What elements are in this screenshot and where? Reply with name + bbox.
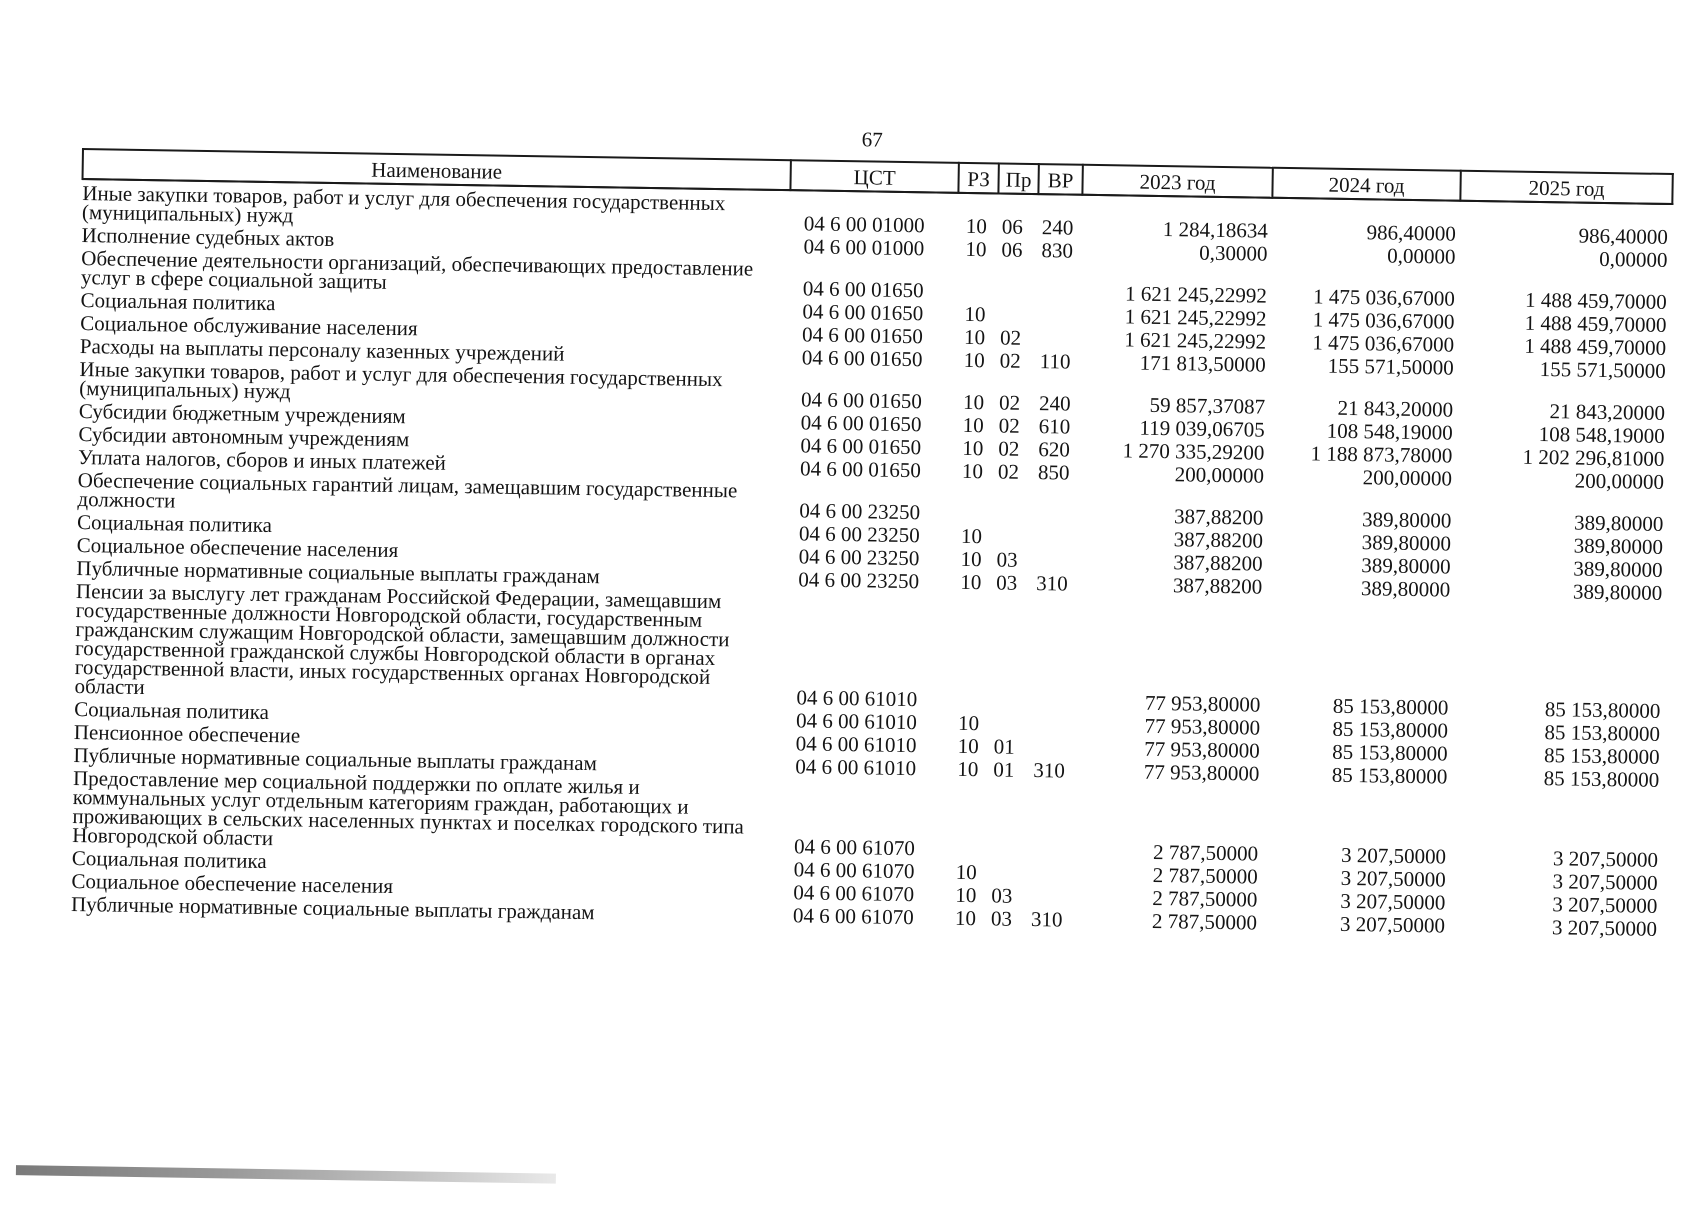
header-cst: ЦСТ <box>790 160 958 193</box>
cell-y2025: 389,80000 <box>1573 510 1664 536</box>
cell-cst: 04 6 00 01650 <box>801 322 924 349</box>
cell-name: Расходы на выплаты персоналу казенных учреждений <box>79 334 565 366</box>
header-rz: РЗ <box>958 163 998 194</box>
cell-y2023: 387,88200 <box>1172 573 1263 599</box>
cell-y2023: 171 813,50000 <box>1139 350 1266 377</box>
cell-y2024: 85 153,80000 <box>1331 762 1448 789</box>
cell-y2024: 21 843,20000 <box>1337 395 1454 422</box>
cell-y2025: 1 488 459,70000 <box>1524 333 1667 360</box>
cell-y2025: 3 207,50000 <box>1552 869 1658 895</box>
cell-pr: 03 <box>990 906 1013 931</box>
cell-name: Предоставление мер социальной поддержки по оплате жилья и коммунальных услуг отдельным категориям граждан, работающих и проживающих в сельских населенных пунктах и поселках городского типа Новгородской области <box>72 765 745 851</box>
cell-vr: 310 <box>1033 758 1066 783</box>
cell-y2023: 0,30000 <box>1199 240 1268 266</box>
cell-vr: 310 <box>1036 571 1068 596</box>
cell-rz: 10 <box>964 301 986 327</box>
cell-y2025: 389,80000 <box>1573 556 1663 582</box>
cell-vr: 620 <box>1038 437 1071 462</box>
cell-y2024: 389,80000 <box>1361 530 1452 556</box>
cell-y2025: 389,80000 <box>1572 579 1663 605</box>
cell-name: Обеспечение социальных гарантий лицам, замещавшим государственные должности <box>77 468 738 513</box>
cell-name: Социальная политика <box>71 845 267 874</box>
cell-y2023: 2 787,50000 <box>1152 862 1258 889</box>
cell-cst: 04 6 00 01000 <box>803 211 925 238</box>
cell-rz <box>953 481 994 524</box>
cell-pr: 06 <box>1001 214 1024 239</box>
cell-y2025: 1 488 459,70000 <box>1524 287 1667 314</box>
cell-y2025: 1 202 296,81000 <box>1522 444 1665 471</box>
header-2023: 2023 год <box>1082 165 1272 198</box>
cell-y2023: 387,88200 <box>1173 527 1264 553</box>
cell-name: Публичные нормативные социальные выплаты гражданам <box>70 891 595 925</box>
cell-name: Социальное обеспечение населения <box>76 533 399 563</box>
cell-pr <box>993 523 1033 547</box>
cell-vr: 310 <box>1030 907 1063 932</box>
cell-rz <box>950 592 992 711</box>
cell-pr <box>988 859 1028 883</box>
cell-rz: 10 <box>955 882 977 908</box>
cell-y2024: 3 207,50000 <box>1340 865 1446 892</box>
header-2024: 2024 год <box>1272 168 1460 201</box>
cell-rz: 10 <box>961 458 984 484</box>
cell-rz: 10 <box>962 435 984 461</box>
cell-name: Субсидии бюджетным учреждениям <box>78 399 406 429</box>
cell-y2024: 1 475 036,67000 <box>1312 284 1455 311</box>
cell-vr <box>1036 325 1080 349</box>
cell-rz: 10 <box>960 546 982 572</box>
cell-pr: 03 <box>991 883 1013 908</box>
cell-cst: 04 6 00 23250 <box>798 567 920 594</box>
cell-vr <box>1033 524 1077 548</box>
cell-vr <box>1037 260 1082 303</box>
cell-vr <box>1036 302 1080 326</box>
cell-y2023: 2 787,50000 <box>1152 885 1258 912</box>
scan-edge-strip <box>16 1165 556 1183</box>
cell-cst: 04 6 00 61070 <box>793 880 915 907</box>
cell-y2024: 200,00000 <box>1362 465 1453 491</box>
cell-y2023: 200,00000 <box>1174 462 1265 488</box>
cell-name: Публичные нормативные социальные выплаты гражданам <box>76 556 601 589</box>
cell-pr: 03 <box>996 547 1018 572</box>
cell-vr <box>1028 860 1072 884</box>
header-name: Наименование <box>83 149 791 190</box>
cell-vr: 830 <box>1041 238 1074 263</box>
cell-rz: 10 <box>960 569 982 595</box>
cell-y2023: 77 953,80000 <box>1143 759 1260 786</box>
cell-vr <box>1030 734 1074 758</box>
cell-vr <box>1028 780 1073 861</box>
cell-cst: 04 6 00 61010 <box>795 708 918 735</box>
cell-y2025: 108 548,19000 <box>1538 421 1665 448</box>
header-vr: ВР <box>1038 164 1082 195</box>
cell-vr <box>1027 883 1071 907</box>
cell-name: Субсидии автономным учреждениям <box>78 422 410 452</box>
cell-cst: 04 6 00 01650 <box>799 456 921 483</box>
cell-name: Пенсионное обеспечение <box>73 719 301 748</box>
cell-vr <box>1033 482 1078 525</box>
cell-y2024: 1 188 873,78000 <box>1310 441 1453 468</box>
cell-rz: 10 <box>965 236 987 262</box>
cell-name: Социальная политика <box>74 696 270 725</box>
cell-name: Пенсии за выслугу лет гражданам Российской Федерации, замещавшим государственные должности Новгородской области, государственным гражданским служащим Новгородской области, замещавшим должности государственной гражданской службы Новгородской области в органах государственной власти, иных государственных органах Новгородской области <box>74 579 730 700</box>
cell-pr: 02 <box>997 459 1020 484</box>
cell-y2024: 1 475 036,67000 <box>1312 307 1455 334</box>
cell-rz: 10 <box>955 859 977 885</box>
cell-pr <box>988 779 1029 860</box>
cell-cst: 04 6 00 61070 <box>793 834 916 861</box>
cell-y2023: 1 621 245,22992 <box>1124 281 1268 308</box>
cell-rz: 10 <box>960 523 983 549</box>
cell-cst: 04 6 00 61070 <box>793 857 915 884</box>
cell-cst: 04 6 00 01000 <box>803 234 925 261</box>
cell-y2025: 3 207,50000 <box>1552 892 1658 918</box>
cell-y2025: 3 207,50000 <box>1551 915 1658 941</box>
cell-vr: 240 <box>1041 215 1074 240</box>
cell-y2023: 2 787,50000 <box>1152 839 1259 866</box>
cell-cst: 04 6 00 61070 <box>792 903 914 930</box>
cell-y2024: 389,80000 <box>1361 553 1451 579</box>
cell-pr: 02 <box>998 436 1020 461</box>
cell-name: Обеспечение деятельности организаций, обеспечивающих предоставление услуг в сфере социальной защиты <box>80 246 754 294</box>
header-2025: 2025 год <box>1460 171 1672 204</box>
table-body <box>71 179 1672 939</box>
cell-rz: 10 <box>963 324 986 350</box>
cell-y2024: 3 207,50000 <box>1340 842 1447 869</box>
cell-pr: 02 <box>998 413 1020 438</box>
cell-y2025: 986,40000 <box>1578 223 1668 249</box>
cell-y2025: 85 153,80000 <box>1543 766 1660 792</box>
cell-pr: 01 <box>993 734 1015 759</box>
cell-cst: 04 6 00 61010 <box>795 731 917 758</box>
cell-pr <box>997 259 1038 302</box>
cell-vr <box>1030 711 1074 735</box>
cell-name: Иные закупки товаров, работ и услуг для обеспечения государственных (муниципальных) нужд <box>81 181 726 228</box>
page-number: 67 <box>861 127 883 152</box>
cell-y2024: 85 153,80000 <box>1331 739 1448 766</box>
cell-y2023: 387,88200 <box>1173 504 1264 530</box>
cell-cst: 04 6 00 23250 <box>798 544 920 571</box>
cell-y2023: 59 857,37087 <box>1149 392 1266 419</box>
cell-y2025: 155 571,50000 <box>1539 356 1666 383</box>
cell-y2024: 155 571,50000 <box>1327 353 1454 380</box>
cell-vr: 240 <box>1038 391 1071 416</box>
cell-y2024: 85 153,80000 <box>1332 716 1449 743</box>
cell-cst: 04 6 00 01650 <box>801 345 923 372</box>
cell-pr <box>990 592 1032 711</box>
cell-cst: 04 6 00 01650 <box>800 433 922 460</box>
cell-y2024: 3 207,50000 <box>1339 911 1446 938</box>
cell-y2025: 85 153,80000 <box>1543 743 1660 769</box>
cell-name: Социальное обслуживание населения <box>80 311 418 341</box>
cell-pr: 06 <box>1001 237 1023 262</box>
cell-pr: 02 <box>999 325 1022 350</box>
cell-vr: 850 <box>1037 460 1070 485</box>
cell-y2025: 85 153,80000 <box>1544 720 1661 746</box>
cell-y2023: 387,88200 <box>1173 550 1263 576</box>
cell-pr <box>990 710 1030 734</box>
cell-cst: 04 6 00 23250 <box>798 521 920 548</box>
cell-pr <box>993 481 1034 524</box>
cell-vr: 110 <box>1039 349 1071 374</box>
cell-y2025: 1 488 459,70000 <box>1524 310 1667 337</box>
cell-vr: 610 <box>1038 414 1071 439</box>
cell-pr: 02 <box>998 390 1021 415</box>
cell-y2023: 119 039,06705 <box>1139 415 1265 442</box>
cell-y2025: 21 843,20000 <box>1549 399 1666 425</box>
cell-cst: 04 6 00 23250 <box>799 498 921 525</box>
cell-name: Социальная политика <box>76 510 273 538</box>
cell-y2024: 389,80000 <box>1361 507 1452 533</box>
cell-y2024: 1 475 036,67000 <box>1312 330 1455 357</box>
cell-rz: 10 <box>957 710 980 736</box>
cell-y2023: 77 953,80000 <box>1144 736 1260 763</box>
cell-y2023: 1 621 245,22992 <box>1124 304 1267 331</box>
cell-rz: 10 <box>962 412 984 438</box>
cell-pr: 03 <box>996 570 1018 595</box>
cell-name: Иные закупки товаров, работ и услуг для обеспечения государственных (муниципальных) нужд <box>79 357 723 404</box>
cell-name: Исполнение судебных актов <box>81 223 335 252</box>
cell-cst: 04 6 00 01650 <box>802 276 924 303</box>
cell-cst: 04 6 00 61010 <box>795 754 917 781</box>
cell-rz: 10 <box>957 756 979 782</box>
cell-name: Социальное обеспечение населения <box>71 868 394 899</box>
cell-y2024: 986,40000 <box>1366 220 1457 246</box>
cell-y2024: 0,00000 <box>1387 243 1456 269</box>
cell-y2023: 1 270 335,29200 <box>1122 438 1265 465</box>
cell-cst: 04 6 00 01650 <box>800 387 923 414</box>
cell-y2023: 1 621 245,22992 <box>1124 327 1267 354</box>
cell-name: Уплата налогов, сборов и иных платежей <box>77 445 447 475</box>
cell-y2025: 3 207,50000 <box>1552 846 1659 872</box>
cell-y2025: 0,00000 <box>1599 246 1668 272</box>
cell-name: Социальная политика <box>80 288 276 316</box>
cell-pr: 01 <box>993 757 1015 782</box>
cell-rz: 10 <box>962 389 985 415</box>
cell-pr <box>996 301 1036 325</box>
cell-y2024: 3 207,50000 <box>1340 888 1446 915</box>
cell-rz: 10 <box>957 733 979 759</box>
cell-y2023: 1 284,18634 <box>1162 217 1269 243</box>
cell-y2024: 389,80000 <box>1360 576 1451 602</box>
cell-y2023: 2 787,50000 <box>1151 908 1258 935</box>
cell-rz: 10 <box>963 347 985 373</box>
cell-y2023: 77 953,80000 <box>1144 690 1261 717</box>
cell-y2024: 108 548,19000 <box>1326 418 1453 445</box>
cell-rz <box>957 259 998 302</box>
cell-y2025: 389,80000 <box>1573 533 1664 559</box>
cell-rz: 10 <box>965 213 988 239</box>
cell-cst: 04 6 00 01650 <box>802 299 924 326</box>
cell-y2024: 85 153,80000 <box>1332 693 1449 720</box>
cell-y2025: 200,00000 <box>1574 468 1665 494</box>
cell-pr: 02 <box>999 348 1021 373</box>
cell-cst: 04 6 00 01650 <box>800 410 922 437</box>
header-pr: Пр <box>998 163 1038 194</box>
cell-name: Публичные нормативные социальные выплаты гражданам <box>73 742 598 776</box>
cell-rz: 10 <box>954 905 977 931</box>
cell-y2025: 85 153,80000 <box>1544 697 1661 723</box>
cell-vr <box>1032 547 1076 571</box>
cell-cst: 04 6 00 61010 <box>796 685 918 712</box>
cell-vr <box>1030 593 1076 712</box>
cell-rz <box>948 779 989 860</box>
budget-table <box>70 148 1674 939</box>
cell-y2023: 77 953,80000 <box>1144 713 1261 740</box>
